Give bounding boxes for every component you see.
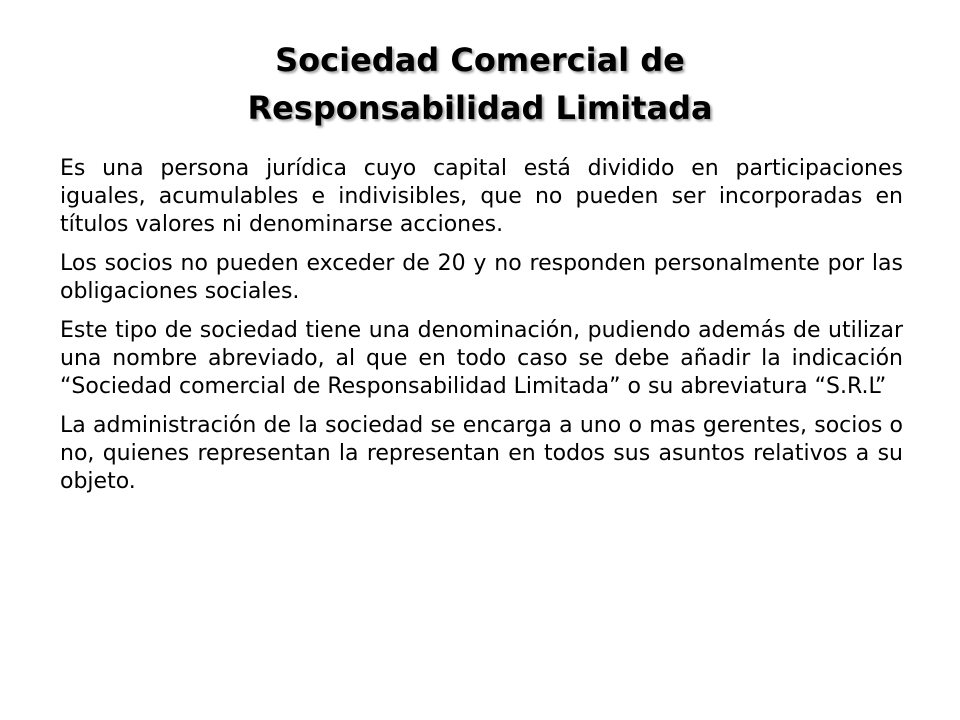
slide-title-line-1: Sociedad Comercial de (275, 41, 685, 79)
paragraph-definition: Es una persona jurídica cuyo capital está dividido en participaciones iguales, acumulables e indivisibles, que no pueden ser incorporadas en títulos valores ni denominarse acciones. (60, 156, 903, 237)
slide-title-line-2: Responsabilidad Limitada (247, 89, 713, 127)
slide-title (100, 36, 860, 132)
paragraph-administration: La administración de la sociedad se encarga a uno o mas gerentes, socios o no, quienes representan la representan en todos sus asuntos relativos a su objeto. (60, 413, 903, 494)
paragraph-partners: Los socios no pueden exceder de 20 y no responden personalmente por las obligaciones sociales. (60, 251, 903, 304)
slide-body (60, 155, 903, 507)
paragraph-denomination: Este tipo de sociedad tiene una denominación, pudiendo además de utilizar una nombre abreviado, al que en todo caso se debe añadir la indicación “Sociedad comercial de Responsabilidad Limitada” o su abreviatura “S.R.L” (60, 318, 903, 399)
